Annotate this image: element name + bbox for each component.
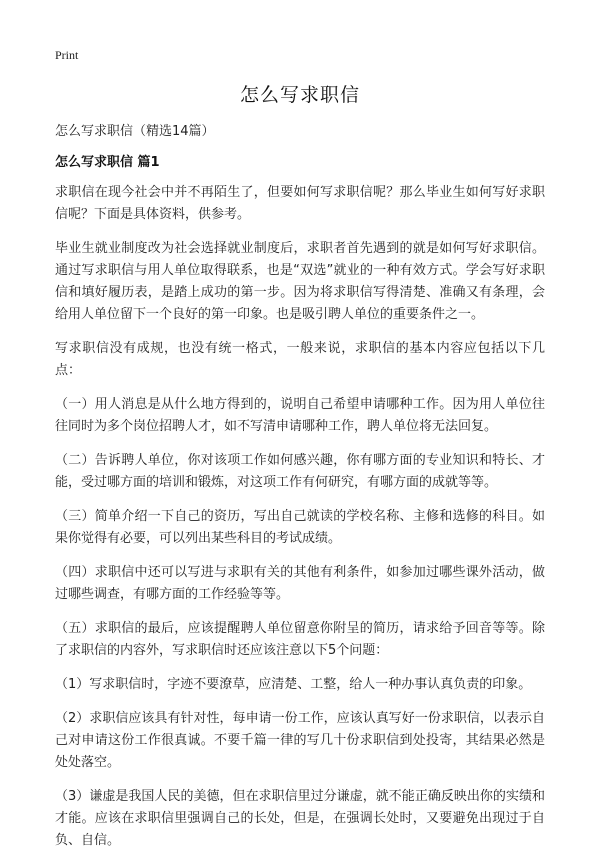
- document-body: [55, 182, 545, 864]
- page-title: 怎么写求职信: [239, 84, 360, 106]
- paragraph: （3）谦虚是我国人民的美德，但在求职信里过分谦虚，就不能正确反映出你的实绩和才能。应该在求职信里强调自己的长处，但是，在强调长处时，又要避免出现过于自负、自信。: [55, 789, 545, 848]
- paragraph: 毕业生就业制度改为社会选择就业制度后，求职者首先遇到的就是如何写好求职信。通过写求职信与用人单位取得联系，也是“双选”就业的一种有效方式。学会写好求职信和填好履历表，是踏上成功的第一步。因为将求职信写得清楚、准确又有条理，会给用人单位留下一个良好的第一印象。也是吸引聘人单位的重要条件之一。: [55, 241, 545, 322]
- paragraph: （五）求职信的最后，应该提醒聘人单位留意你附呈的简历，请求给予回音等等。除了求职信的内容外，写求职信时还应该注意以下5个问题：: [55, 621, 545, 658]
- document-subtitle: 怎么写求职信（精选14篇）: [55, 124, 215, 139]
- paragraph: （一）用人消息是从什么地方得到的，说明自己希望申请哪种工作。因为用人单位往往同时为多个岗位招聘人才，如不写清申请哪种工作，聘人单位将无法回复。: [55, 397, 545, 434]
- paragraph: （三）简单介绍一下自己的资历，写出自己就读的学校名称、主修和选修的科目。如果你觉得有必要，可以列出某些科目的考试成绩。: [55, 509, 545, 546]
- print-link[interactable]: Print: [55, 48, 79, 62]
- paragraph: 求职信在现今社会中并不再陌生了，但要如何写求职信呢？那么毕业生如何写好求职信呢？下面是具体资料，供参考。: [55, 185, 545, 222]
- paragraph: 写求职信没有成规，也没有统一格式，一般来说，求职信的基本内容应包括以下几点：: [55, 341, 545, 378]
- paragraph: （二）告诉聘人单位，你对该项工作如何感兴趣，你有哪方面的专业知识和特长、才能，受过哪方面的培训和锻炼，对这项工作有何研究，有哪方面的成就等等。: [55, 453, 545, 490]
- paragraph: （2）求职信应该具有针对性，每申请一份工作，应该认真写好一份求职信，以表示自己对申请这份工作很真诚。不要千篇一律的写几十份求职信到处投寄，其结果必然是处处落空。: [55, 711, 545, 770]
- section-heading: 怎么写求职信 篇1: [55, 155, 160, 170]
- paragraph: （1）写求职信时，字迹不要潦草，应清楚、工整，给人一种办事认真负责的印象。: [55, 677, 532, 692]
- paragraph: （四）求职信中还可以写进与求职有关的其他有利条件，如参加过哪些课外活动，做过哪些调查，有哪方面的工作经验等等。: [55, 565, 545, 602]
